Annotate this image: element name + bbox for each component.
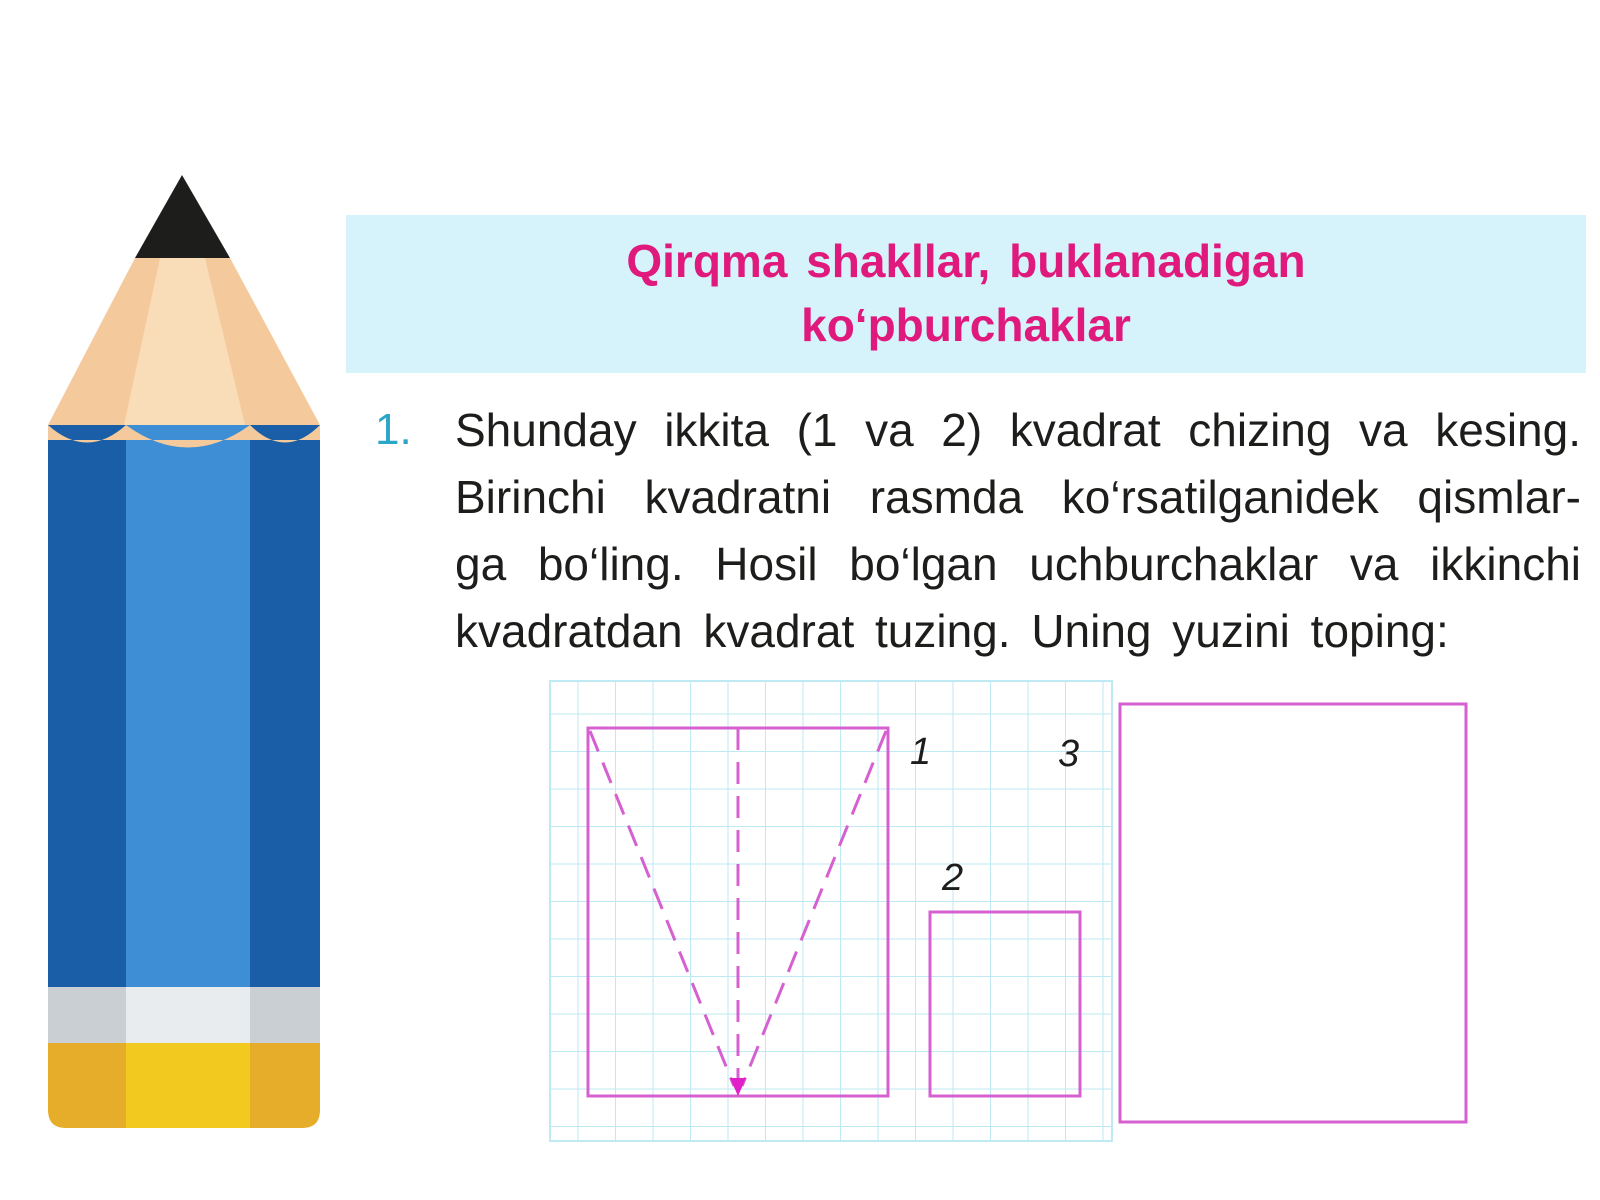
task-figure [540, 676, 1580, 1146]
square-3 [1120, 704, 1466, 1122]
task-text-line-2: Birinchi kvadratni rasmda ko‘rsatilganidek qismlar- [455, 471, 1581, 523]
square-2 [930, 912, 1080, 1096]
pencil-icon [0, 0, 340, 1200]
figure-label-2: 2 [942, 857, 964, 899]
task-text-line-1: Shunday ikkita (1 va 2) kvadrat chizing va kesing. [455, 404, 1581, 456]
figure-label-3: 3 [1058, 733, 1080, 775]
lesson-title-line-1: Qirqma shakllar, buklanadigan [626, 235, 1306, 287]
task-text-line-3: ga bo‘ling. Hosil bo‘lgan uchburchaklar va ikkinchi [455, 538, 1581, 590]
task-number: 1. [375, 405, 412, 454]
figure-label-1: 1 [910, 731, 932, 773]
lesson-title-line-2: ko‘pburchaklar [801, 299, 1131, 351]
task-text-line-4: kvadratdan kvadrat tuzing. Uning yuzini toping: [455, 605, 1449, 657]
